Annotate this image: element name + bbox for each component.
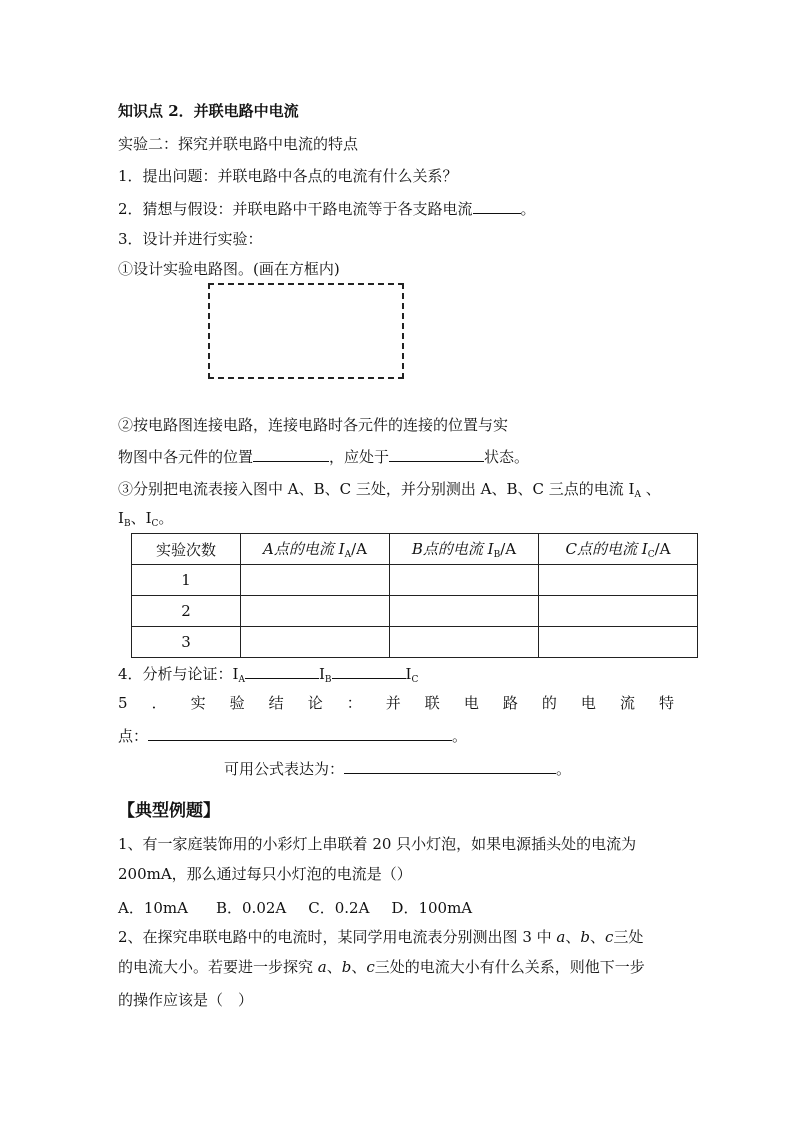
answer-blank-conclusion[interactable]	[148, 726, 452, 741]
table-header-row	[132, 534, 698, 565]
step-2-line-1: ②按电路图连接电路，连接电路时各元件的连接的位置与实	[118, 416, 509, 434]
step-2-text: 物图中各元件的位置	[118, 448, 254, 466]
step-3-sep: 、	[640, 480, 661, 498]
trial-number: 2	[132, 596, 241, 627]
question-2-end: 。	[520, 200, 536, 218]
subscript-b: B	[123, 519, 131, 529]
example-1-options	[118, 898, 472, 918]
analysis-label: 4．分析与论证：I	[118, 665, 239, 683]
subscript-a: A	[634, 490, 641, 500]
circuit-drawing-box[interactable]	[208, 283, 404, 379]
step-3-sep2: 、I	[130, 509, 152, 527]
option-a[interactable]: A．10mA	[118, 899, 188, 917]
answer-blank-q2[interactable]	[473, 199, 521, 214]
step-3-text: ③分别把电流表接入图中 A、B、C 三处，并分别测出 A、B、C 三点的电流 I	[118, 480, 635, 498]
header-c: C点的电流 $I_C/A$	[539, 534, 698, 565]
step-3-i1: I	[118, 509, 124, 527]
cell-a[interactable]	[241, 627, 390, 658]
answer-blank-state[interactable]	[389, 447, 484, 462]
step-3-end: 。	[158, 509, 174, 527]
cell-a[interactable]	[241, 565, 390, 596]
conclusion-line-2: 点： 。	[118, 727, 468, 745]
answer-blank-position[interactable]	[253, 447, 329, 462]
step-1: ①设计实验电路图。(画在方框内)	[118, 260, 340, 278]
table-row	[132, 596, 698, 627]
step-3-line-2	[118, 508, 173, 534]
cell-c[interactable]	[539, 596, 698, 627]
trial-number: 1	[132, 565, 241, 596]
trial-number: 3	[132, 627, 241, 658]
answer-blank-ia-ib[interactable]	[245, 664, 319, 679]
header-a: A点的电流 $I_A/A$	[241, 534, 390, 565]
step-2-line-2	[118, 447, 529, 467]
conclusion-line-1: 5 ． 实 验 结 论 ： 并 联 电 路 的 电 流 特	[118, 694, 674, 712]
header-trial: 实验次数	[132, 534, 241, 565]
question-1: 1．提出问题：并联电路中各点的电流有什么关系？	[118, 167, 458, 185]
examples-heading: 【典型例题】	[118, 801, 220, 821]
cell-b[interactable]	[390, 627, 539, 658]
header-b: B点的电流 $I_B/A$	[390, 534, 539, 565]
analysis-line: 4．分析与论证：$I_A$ $I_B$ $I_C$	[118, 665, 419, 685]
example-1-line-1: 1、有一家庭装饰用的小彩灯上串联着 20 只小灯泡，如果电源插头处的电流为	[118, 835, 637, 853]
table-row	[132, 627, 698, 658]
example-1-line-2: 200mA，那么通过每只小灯泡的电流是（）	[118, 865, 412, 883]
option-b[interactable]: B．0.02A	[215, 899, 287, 917]
answer-blank-formula[interactable]	[344, 759, 556, 774]
example-2-line-1: 2、在探究串联电路中的电流时，某同学用电流表分别测出图 3 中 a、b、c三处	[118, 928, 644, 946]
section-title: 知识点 2．并联电路中电流	[118, 102, 299, 120]
table-row	[132, 565, 698, 596]
data-table	[131, 533, 698, 658]
example-2-line-3: 的操作应该是（ ）	[118, 991, 254, 1009]
question-2-text: 2．猜想与假设：并联电路中干路电流等于各支路电流	[118, 200, 473, 218]
subscript-c: C	[151, 519, 159, 529]
question-3: 3．设计并进行实验：	[118, 230, 263, 248]
cell-c[interactable]	[539, 627, 698, 658]
step-3-line-1	[118, 479, 661, 505]
cell-b[interactable]	[390, 596, 539, 627]
cell-c[interactable]	[539, 565, 698, 596]
step-2-mid: ，应处于	[329, 448, 390, 466]
question-2	[118, 199, 536, 219]
option-d[interactable]: D．100mA	[391, 899, 473, 917]
step-2-end: 状态。	[484, 448, 530, 466]
cell-b[interactable]	[390, 565, 539, 596]
answer-blank-ib-ic[interactable]	[332, 664, 406, 679]
option-c[interactable]: C．0.2A	[308, 899, 370, 917]
example-2-line-2: 的电流大小。若要进一步探究 a、b、c三处的电流大小有什么关系，则他下一步	[118, 958, 645, 976]
cell-a[interactable]	[241, 596, 390, 627]
experiment-title: 实验二：探究并联电路中电流的特点	[118, 135, 359, 153]
formula-line: 可用公式表达为： 。	[224, 760, 572, 778]
